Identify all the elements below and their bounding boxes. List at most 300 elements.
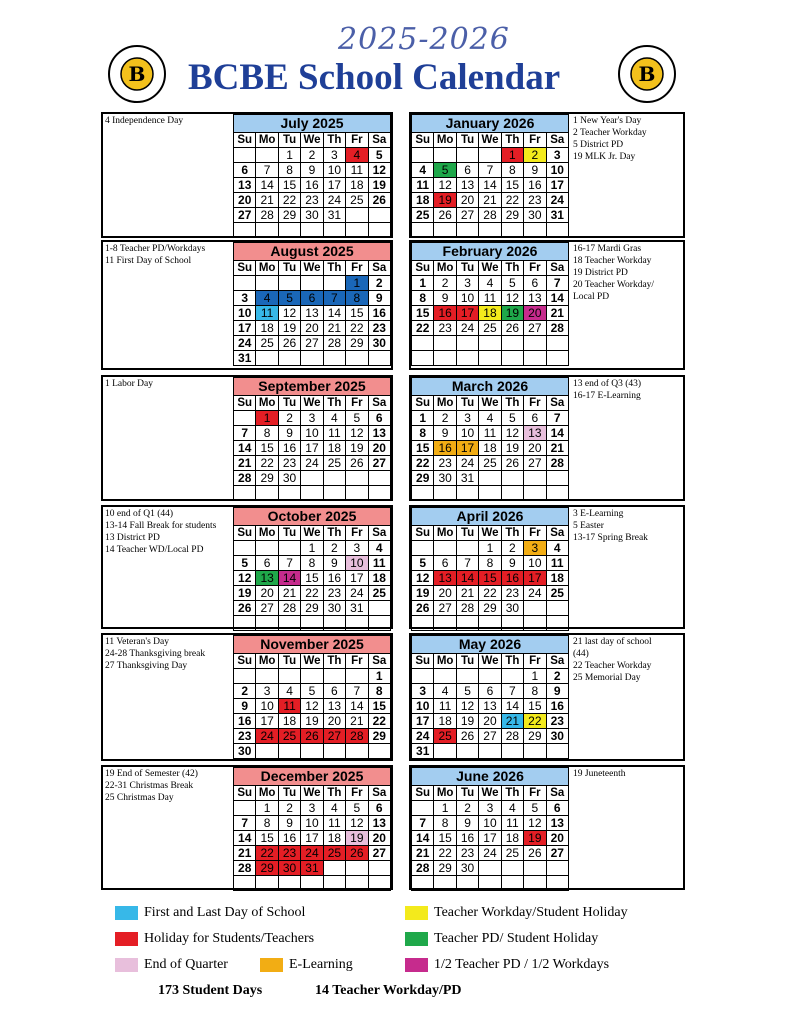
day-cell: 26 — [346, 456, 368, 471]
day-cell: 15 — [412, 441, 434, 456]
weekday-header: Tu — [278, 654, 300, 669]
day-cell — [434, 336, 456, 351]
day-cell: 2 — [501, 541, 523, 556]
day-cell — [346, 351, 368, 366]
day-cell: 10 — [479, 816, 501, 831]
day-cell — [434, 541, 456, 556]
month-calendar — [233, 242, 391, 366]
day-cell — [256, 223, 278, 238]
month-notes — [573, 636, 652, 684]
day-cell: 30 — [524, 208, 546, 223]
month-notes — [573, 115, 647, 163]
note-line: 14 Teacher WD/Local PD — [105, 545, 204, 555]
day-cell: 30 — [456, 861, 478, 876]
day-cell: 1 — [501, 148, 523, 163]
day-cell: 9 — [546, 684, 568, 699]
day-cell: 23 — [501, 586, 523, 601]
day-cell: 8 — [412, 426, 434, 441]
day-cell: 18 — [323, 441, 345, 456]
day-cell: 27 — [368, 456, 390, 471]
day-cell — [234, 276, 256, 291]
day-cell — [234, 876, 256, 891]
day-cell: 16 — [301, 178, 323, 193]
weekday-header: Su — [234, 654, 256, 669]
weekday-header: Sa — [368, 654, 390, 669]
month-title: March 2026 — [412, 378, 569, 396]
day-cell: 14 — [234, 831, 256, 846]
day-cell: 18 — [479, 306, 501, 321]
svg-text:B: B — [128, 62, 146, 86]
day-cell: 15 — [256, 831, 278, 846]
day-cell: 14 — [278, 571, 300, 586]
day-cell: 22 — [412, 456, 434, 471]
day-cell: 12 — [412, 571, 434, 586]
day-cell: 22 — [301, 586, 323, 601]
day-cell: 10 — [256, 699, 278, 714]
day-cell — [501, 669, 523, 684]
day-cell: 26 — [501, 321, 523, 336]
day-cell: 19 — [368, 178, 390, 193]
day-cell: 26 — [501, 456, 523, 471]
day-cell — [278, 351, 300, 366]
day-cell: 31 — [412, 744, 434, 759]
day-cell: 11 — [434, 699, 456, 714]
day-cell: 6 — [368, 801, 390, 816]
day-cell — [346, 208, 368, 223]
day-cell: 1 — [524, 669, 546, 684]
day-cell — [323, 876, 345, 891]
day-cell: 24 — [479, 846, 501, 861]
day-cell — [456, 876, 478, 891]
month-notes — [573, 243, 654, 303]
note-line: 13 District PD — [105, 533, 160, 543]
weekday-header: Mo — [434, 526, 456, 541]
note-line: 25 Christmas Day — [105, 793, 174, 803]
teacher-days-total: 14 Teacher Workday/PD — [315, 983, 462, 998]
month-calendar — [233, 114, 391, 238]
weekday-header: Su — [412, 396, 434, 411]
note-line: 24-28 Thanksgiving break — [105, 649, 206, 659]
day-cell: 11 — [278, 699, 300, 714]
day-cell: 23 — [278, 456, 300, 471]
day-cell: 27 — [456, 208, 478, 223]
weekday-header: Fr — [524, 526, 546, 541]
day-cell: 6 — [546, 801, 568, 816]
day-cell: 19 — [346, 831, 368, 846]
month-calendar — [411, 114, 569, 238]
day-cell: 2 — [434, 411, 456, 426]
day-cell: 26 — [412, 601, 434, 616]
weekday-header: Sa — [368, 786, 390, 801]
day-cell: 31 — [323, 208, 345, 223]
weekday-header: Sa — [546, 654, 568, 669]
day-cell — [456, 744, 478, 759]
day-cell — [368, 616, 390, 631]
day-cell: 9 — [278, 816, 300, 831]
month-calendar — [411, 507, 569, 631]
weekday-header: Th — [501, 786, 523, 801]
day-cell: 6 — [524, 411, 546, 426]
day-cell: 9 — [434, 426, 456, 441]
weekday-header: Fr — [346, 396, 368, 411]
weekday-header: Mo — [434, 654, 456, 669]
day-cell: 27 — [256, 601, 278, 616]
day-cell: 16 — [234, 714, 256, 729]
day-cell — [368, 471, 390, 486]
day-cell: 30 — [323, 601, 345, 616]
day-cell: 29 — [434, 861, 456, 876]
month-title: August 2025 — [234, 243, 391, 261]
day-cell: 16 — [546, 699, 568, 714]
day-cell: 8 — [346, 291, 368, 306]
day-cell: 12 — [456, 699, 478, 714]
day-cell: 18 — [479, 441, 501, 456]
day-cell: 24 — [346, 586, 368, 601]
day-cell — [323, 486, 345, 501]
day-cell: 8 — [301, 556, 323, 571]
day-cell: 4 — [278, 684, 300, 699]
day-cell: 17 — [346, 571, 368, 586]
day-cell: 10 — [301, 426, 323, 441]
day-cell: 11 — [501, 816, 523, 831]
day-cell: 9 — [323, 556, 345, 571]
day-cell: 10 — [346, 556, 368, 571]
day-cell — [346, 223, 368, 238]
day-cell: 16 — [524, 178, 546, 193]
note-line: 1-8 Teacher PD/Workdays — [105, 244, 206, 254]
day-cell — [524, 223, 546, 238]
legend-item: 1/2 Teacher PD / 1/2 Workdays — [405, 957, 609, 973]
day-cell — [346, 486, 368, 501]
day-cell: 28 — [278, 601, 300, 616]
weekday-header: We — [479, 396, 501, 411]
month-title: October 2025 — [234, 508, 391, 526]
day-cell: 3 — [456, 411, 478, 426]
weekday-header: Tu — [278, 261, 300, 276]
day-cell — [346, 876, 368, 891]
day-cell: 21 — [479, 193, 501, 208]
day-cell: 22 — [278, 193, 300, 208]
day-cell — [524, 616, 546, 631]
day-cell: 12 — [346, 816, 368, 831]
day-cell — [479, 336, 501, 351]
day-cell: 7 — [412, 816, 434, 831]
day-cell: 19 — [346, 441, 368, 456]
day-cell — [434, 669, 456, 684]
weekday-header: Sa — [368, 526, 390, 541]
day-cell: 12 — [301, 699, 323, 714]
note-line: 11 First Day of School — [105, 256, 192, 266]
day-cell: 14 — [256, 178, 278, 193]
month-notes — [105, 378, 153, 390]
weekday-header: Mo — [256, 133, 278, 148]
month-notes — [105, 636, 205, 672]
day-cell: 5 — [346, 411, 368, 426]
day-cell — [323, 351, 345, 366]
day-cell — [456, 223, 478, 238]
day-cell: 18 — [346, 178, 368, 193]
day-cell: 20 — [323, 714, 345, 729]
day-cell: 3 — [524, 541, 546, 556]
weekday-header: Fr — [346, 133, 368, 148]
day-cell: 22 — [501, 193, 523, 208]
day-cell: 28 — [412, 861, 434, 876]
day-cell: 25 — [323, 846, 345, 861]
weekday-header: Tu — [456, 261, 478, 276]
day-cell: 23 — [524, 193, 546, 208]
day-cell: 14 — [546, 291, 568, 306]
day-cell — [546, 471, 568, 486]
day-cell — [479, 876, 501, 891]
month-calendar — [411, 767, 569, 891]
day-cell: 10 — [412, 699, 434, 714]
day-cell: 1 — [256, 411, 278, 426]
day-cell: 26 — [301, 729, 323, 744]
day-cell: 3 — [234, 291, 256, 306]
weekday-header: Mo — [434, 786, 456, 801]
day-cell: 24 — [256, 729, 278, 744]
day-cell: 17 — [301, 831, 323, 846]
legend-item: Teacher PD/ Student Holiday — [405, 931, 598, 947]
day-cell: 25 — [323, 456, 345, 471]
weekday-header: Tu — [278, 133, 300, 148]
day-cell — [501, 223, 523, 238]
weekday-header: Su — [412, 261, 434, 276]
day-cell: 14 — [456, 571, 478, 586]
day-cell: 27 — [323, 729, 345, 744]
weekday-header: Tu — [456, 526, 478, 541]
day-cell — [256, 541, 278, 556]
day-cell: 14 — [546, 426, 568, 441]
day-cell — [301, 744, 323, 759]
day-cell: 12 — [368, 163, 390, 178]
day-cell — [524, 471, 546, 486]
day-cell: 18 — [323, 831, 345, 846]
weekday-header: Fr — [524, 786, 546, 801]
day-cell — [412, 876, 434, 891]
day-cell: 20 — [234, 193, 256, 208]
day-cell: 4 — [412, 163, 434, 178]
day-cell — [434, 744, 456, 759]
day-cell — [278, 486, 300, 501]
day-cell: 13 — [524, 291, 546, 306]
day-cell: 22 — [434, 846, 456, 861]
day-cell — [412, 148, 434, 163]
day-cell — [278, 669, 300, 684]
day-cell: 5 — [412, 556, 434, 571]
note-line: 1 New Year's Day — [573, 116, 642, 126]
day-cell: 19 — [501, 441, 523, 456]
day-cell: 2 — [301, 148, 323, 163]
weekday-header: Sa — [546, 261, 568, 276]
month-title: May 2026 — [412, 636, 569, 654]
day-cell: 24 — [524, 586, 546, 601]
day-cell: 23 — [368, 321, 390, 336]
day-cell: 3 — [546, 148, 568, 163]
day-cell: 16 — [456, 831, 478, 846]
day-cell: 6 — [434, 556, 456, 571]
day-cell — [234, 801, 256, 816]
day-cell — [456, 616, 478, 631]
weekday-header: Fr — [346, 261, 368, 276]
weekday-header: We — [301, 654, 323, 669]
day-cell: 19 — [234, 586, 256, 601]
day-cell: 16 — [368, 306, 390, 321]
day-cell: 23 — [278, 846, 300, 861]
day-cell: 2 — [278, 411, 300, 426]
day-cell: 17 — [524, 571, 546, 586]
day-cell: 3 — [301, 801, 323, 816]
day-cell: 19 — [524, 831, 546, 846]
day-cell: 7 — [256, 163, 278, 178]
day-cell — [301, 351, 323, 366]
day-cell — [234, 148, 256, 163]
note-line: 21 last day of school — [573, 637, 652, 647]
day-cell: 17 — [546, 178, 568, 193]
weekday-header: Su — [234, 396, 256, 411]
day-cell — [368, 486, 390, 501]
day-cell — [346, 744, 368, 759]
weekday-header: Su — [234, 526, 256, 541]
weekday-header: Fr — [346, 786, 368, 801]
day-cell: 17 — [323, 178, 345, 193]
note-line: 20 Teacher Workday/ — [573, 280, 655, 290]
day-cell — [479, 616, 501, 631]
note-line: 18 Teacher Workday — [573, 256, 652, 266]
day-cell — [234, 486, 256, 501]
day-cell: 8 — [368, 684, 390, 699]
day-cell: 9 — [368, 291, 390, 306]
day-cell: 19 — [501, 306, 523, 321]
day-cell: 23 — [434, 321, 456, 336]
weekday-header: Mo — [256, 526, 278, 541]
day-cell — [278, 276, 300, 291]
day-cell — [346, 471, 368, 486]
day-cell: 28 — [546, 456, 568, 471]
day-cell: 25 — [256, 336, 278, 351]
day-cell: 8 — [256, 816, 278, 831]
weekday-header: Su — [412, 526, 434, 541]
legend-item: End of Quarter — [115, 957, 228, 973]
day-cell: 29 — [256, 471, 278, 486]
day-cell: 14 — [479, 178, 501, 193]
day-cell: 19 — [301, 714, 323, 729]
day-cell: 11 — [479, 291, 501, 306]
day-cell — [434, 223, 456, 238]
day-cell: 13 — [368, 426, 390, 441]
weekday-header: Tu — [456, 133, 478, 148]
day-cell: 17 — [234, 321, 256, 336]
weekday-header: Su — [234, 133, 256, 148]
day-cell: 31 — [546, 208, 568, 223]
day-cell: 17 — [456, 306, 478, 321]
day-cell: 27 — [546, 846, 568, 861]
weekday-header: Fr — [524, 133, 546, 148]
day-cell: 4 — [323, 411, 345, 426]
day-cell — [234, 541, 256, 556]
weekday-header: Su — [234, 786, 256, 801]
weekday-header: We — [301, 526, 323, 541]
day-cell: 18 — [278, 714, 300, 729]
day-cell — [546, 744, 568, 759]
day-cell: 30 — [434, 471, 456, 486]
day-cell — [301, 471, 323, 486]
day-cell: 8 — [412, 291, 434, 306]
day-cell: 17 — [479, 831, 501, 846]
note-line: 13-14 Fall Break for students — [105, 521, 217, 531]
weekday-header: We — [479, 133, 501, 148]
day-cell — [301, 276, 323, 291]
day-cell: 15 — [479, 571, 501, 586]
day-cell: 28 — [234, 861, 256, 876]
day-cell: 26 — [434, 208, 456, 223]
month-calendar — [411, 377, 569, 501]
day-cell: 8 — [479, 556, 501, 571]
day-cell: 28 — [323, 336, 345, 351]
weekday-header: We — [479, 261, 501, 276]
note-line: 5 Easter — [573, 521, 604, 531]
day-cell — [368, 223, 390, 238]
weekday-header: Tu — [456, 396, 478, 411]
weekday-header: Mo — [256, 396, 278, 411]
day-cell: 29 — [501, 208, 523, 223]
day-cell: 7 — [234, 426, 256, 441]
day-cell: 25 — [479, 456, 501, 471]
day-cell — [323, 223, 345, 238]
day-cell — [501, 351, 523, 366]
month-notes — [573, 768, 626, 780]
weekday-header: Th — [501, 261, 523, 276]
day-cell: 2 — [524, 148, 546, 163]
day-cell: 21 — [323, 321, 345, 336]
day-cell: 27 — [434, 601, 456, 616]
day-cell: 31 — [234, 351, 256, 366]
day-cell — [323, 276, 345, 291]
day-cell: 15 — [434, 831, 456, 846]
day-cell: 3 — [323, 148, 345, 163]
day-cell: 1 — [256, 801, 278, 816]
day-cell — [256, 744, 278, 759]
day-cell: 24 — [412, 729, 434, 744]
day-cell: 13 — [234, 178, 256, 193]
day-cell: 20 — [456, 193, 478, 208]
day-cell: 19 — [278, 321, 300, 336]
day-cell: 24 — [323, 193, 345, 208]
day-cell: 25 — [434, 729, 456, 744]
day-cell: 21 — [234, 456, 256, 471]
day-cell — [501, 486, 523, 501]
day-cell: 16 — [323, 571, 345, 586]
note-line: (44) — [573, 649, 589, 659]
weekday-header: Th — [501, 133, 523, 148]
month-calendar — [233, 767, 391, 891]
day-cell: 8 — [256, 426, 278, 441]
weekday-header: We — [479, 526, 501, 541]
day-cell: 21 — [546, 441, 568, 456]
day-cell: 12 — [278, 306, 300, 321]
day-cell: 11 — [412, 178, 434, 193]
day-cell: 1 — [412, 411, 434, 426]
day-cell: 18 — [412, 193, 434, 208]
day-cell — [479, 223, 501, 238]
weekday-header: Mo — [256, 654, 278, 669]
day-cell: 21 — [412, 846, 434, 861]
day-cell — [479, 669, 501, 684]
weekday-header: Tu — [278, 786, 300, 801]
weekday-header: Mo — [434, 396, 456, 411]
month-calendar — [233, 507, 391, 631]
day-cell: 3 — [412, 684, 434, 699]
